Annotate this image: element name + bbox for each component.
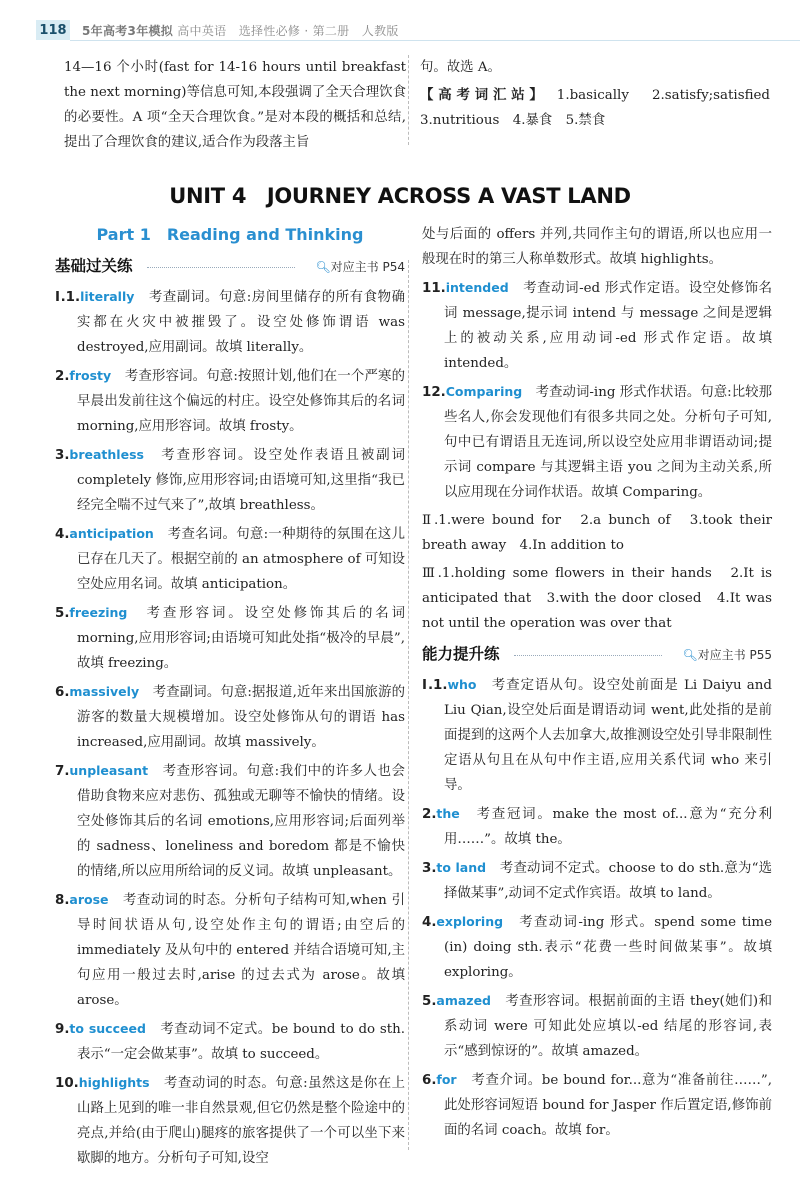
answer-word: highlights	[78, 1075, 150, 1090]
magnifier-icon: 🔍︎	[315, 260, 331, 274]
answer-item	[55, 600, 405, 676]
section-title: 能力提升练	[422, 645, 500, 663]
top-left-paragraph: 14—16 个小时(fast for 14-16 hours until breakfast the next morning)等信息可知,本段强调了全天合理饮食的必要性。A 项“全天合理饮食。”是对本段的概括和总结,提出了合理饮食的建议,适合作为段落主旨	[64, 60, 406, 150]
explanation-text: 考查动词不定式。choose to do sth.意为“选择做某事”,动词不定式作宾语。故填 to land。	[444, 861, 772, 901]
explanation-text: 考查动词-ing 形式。spend some time (in) doing sth.表示“花费一些时间做某事”。故填 exploring。	[444, 915, 772, 980]
item-number: 4.	[422, 915, 437, 930]
right-top-block	[420, 55, 784, 136]
header-rule	[70, 40, 800, 41]
answer-list-right	[422, 275, 772, 505]
answer-item	[422, 909, 772, 985]
answer-item	[422, 801, 772, 852]
dotted-rule	[147, 267, 295, 268]
vocab-station	[420, 83, 784, 133]
explanation-text: 考查动词不定式。be bound to do sth.表示“一定会做某事”。故填 to succeed。	[77, 1022, 406, 1062]
explanation-text: 考查动词的时态。句意:虽然这是你在上山路上见到的唯一非自然景观,但它仍然是整个险途中的亮点,并给(由于爬山)腿疼的旅客提供了一个可以坐下来歇脚的地方。分析句子可知,设空	[77, 1076, 405, 1166]
explanation-text: 考查副词。句意:房间里储存的所有食物确实都在火灾中被摧毁了。设空处修饰谓语 was destroyed,应用副词。故填 literally。	[77, 290, 405, 355]
answer-word: arose	[69, 892, 109, 907]
unit-title: UNIT 4 JOURNEY ACROSS A VAST LAND	[169, 184, 631, 208]
item-number: 5.	[55, 606, 70, 621]
left-main-column	[55, 222, 405, 1174]
explanation-text: 考查形容词。根据前面的主语 they(她们)和系动词 were 可知此处应填以-ed 结尾的形容词,表示“感到惊讶的”。故填 amazed。	[444, 994, 772, 1059]
explanation-text: 考查形容词。设空处作表语且被副词 completely 修饰,应用形容词;由语境可知,这里指“我已经完全喘不过气来了”,故填 breathless。	[77, 448, 405, 513]
item-number: 9.	[55, 1022, 70, 1037]
answer-item	[55, 284, 405, 360]
item-number: 3.	[55, 448, 70, 463]
answer-word: freezing	[69, 605, 128, 620]
section-title: 基础过关练	[55, 257, 133, 275]
answer-word: amazed	[436, 993, 492, 1008]
book-reference	[315, 258, 405, 275]
item-number: 6.	[422, 1073, 437, 1088]
answer-word: intended	[445, 280, 509, 295]
answer-word: who	[447, 677, 477, 692]
continued-paragraph: 处与后面的 offers 并列,共同作主句的谓语,所以也应用一般现在时的第三人称单数形式。故填 highlights。	[422, 227, 772, 267]
right-main-column	[422, 222, 772, 1146]
answer-word: for	[436, 1072, 457, 1087]
item-number: 12.	[422, 385, 446, 400]
answer-item	[422, 379, 772, 505]
explanation-text: 考查冠词。make the most of...意为“充分利用……”。故填 the。	[444, 807, 772, 847]
left-column	[64, 55, 406, 158]
answer-item	[55, 679, 405, 755]
explanation-text: 考查名词。句意:一种期待的氛围在这儿已存在几天了。根据空前的 an atmosphere of 可知设空处应用名词。故填 anticipation。	[77, 527, 405, 592]
item-number: 8.	[55, 893, 70, 908]
answer-item	[422, 855, 772, 906]
vocab-label: 【高考词汇站】	[420, 87, 548, 103]
answer-item	[422, 1067, 772, 1143]
item-number: 2.	[422, 807, 437, 822]
explanation-text: 考查定语从句。设空处前面是 Li Daiyu and Liu Qian,设空处后面是谓语动词 went,此处指的是前面提到的这两个人去加拿大,故推测设空处引导非限制性定语从句且在从句中作主语,应用关系代词 who 来引导。	[444, 678, 772, 793]
answer-item	[55, 1070, 405, 1171]
item-number: 11.	[422, 281, 446, 296]
answer-item	[55, 521, 405, 597]
answer-word: unpleasant	[69, 763, 149, 778]
answer-item	[55, 442, 405, 518]
section-basic	[55, 254, 405, 280]
explanation-text: 考查介词。be bound for...意为“准备前往……”,此处形容词短语 bound for Jasper 作后置定语,修饰前面的名词 coach。故填 for。	[444, 1073, 772, 1138]
section-three-answers: Ⅲ.1.holding some flowers in their hands 2.It is anticipated that 3.with the door closed 4.It was not until the operation was over that	[422, 566, 772, 631]
column-divider-top	[408, 55, 409, 145]
item-number: 6.	[55, 685, 70, 700]
answer-item	[422, 988, 772, 1064]
book-name: 高中英语 选择性必修 · 第二册 人教版	[177, 24, 399, 38]
column-divider	[408, 260, 409, 1150]
answer-item	[55, 363, 405, 439]
vocab-items: 1.basically 2.satisfy;satisfied 3.nutritious 4.暴食 5.禁食	[420, 88, 784, 128]
explanation-text: 考查动词-ed 形式作定语。设空处修饰名词 message,提示词 intend 与 message 之间是逻辑上的被动关系,应用动词-ed 形式作定语。故填 intended。	[444, 281, 772, 371]
answer-list-advanced	[422, 672, 772, 1143]
item-number: 3.	[422, 861, 437, 876]
explanation-text: 考查形容词。句意:按照计划,他们在一个严寒的早晨出发前往这个偏远的村庄。设空处修饰其后的名词 morning,应用形容词。故填 frosty。	[77, 369, 405, 434]
series-name: 5年高考3年模拟	[82, 24, 174, 38]
item-number: 5.	[422, 994, 437, 1009]
answer-word: the	[436, 806, 460, 821]
explanation-text: 考查形容词。设空处修饰其后的名词 morning,应用形容词;由语境可知此处指“极冷的早晨”,故填 freezing。	[77, 606, 405, 671]
page-header	[0, 18, 800, 42]
answer-item	[422, 275, 772, 376]
explanation-text: 考查动词-ing 形式作状语。句意:比较那些名人,你会发现他们有很多共同之处。分析句子可知,句中已有谓语且无连词,所以设空处应用非谓语动词;提示词 compare 与其逻辑主语 you 之间为主动关系,所以应用现在分词作状语。故填 Comparing。	[444, 385, 772, 500]
running-head	[82, 22, 399, 39]
item-number: Ⅰ.1.	[422, 678, 448, 693]
top-right-line: 句。故选 A。	[420, 60, 501, 75]
part-title: Part 1 Reading and Thinking	[96, 225, 364, 244]
answer-word: to succeed	[69, 1021, 146, 1036]
answer-word: Comparing	[445, 384, 523, 399]
answer-item	[422, 672, 772, 798]
answer-item	[55, 1016, 405, 1067]
section-advanced	[422, 642, 772, 668]
magnifier-icon: 🔍︎	[682, 648, 698, 662]
item-number: 7.	[55, 764, 70, 779]
explanation-text: 考查动词的时态。分析句子结构可知,when 引导时间状语从句,设空处作主句的谓语;由空后的 immediately 及从句中的 entered 并结合语境可知,主句应用一般过去时,arise 的过去式为 arose。故填 arose。	[77, 893, 405, 1008]
dotted-rule	[514, 655, 662, 656]
answer-word: breathless	[69, 447, 144, 462]
answer-word: literally	[80, 289, 135, 304]
item-number: Ⅰ.1.	[55, 290, 81, 305]
section-two-answers: Ⅱ.1.were bound for 2.a bunch of 3.took their breath away 4.In addition to	[422, 513, 772, 553]
reference-text: 对应主书 P54	[330, 260, 405, 274]
book-reference	[682, 646, 772, 663]
reference-text: 对应主书 P55	[697, 648, 772, 662]
answer-word: frosty	[69, 368, 112, 383]
answer-item	[55, 758, 405, 884]
item-number: 2.	[55, 369, 70, 384]
answer-list-left	[55, 284, 405, 1171]
answer-item	[55, 887, 405, 1013]
page-number: 118	[36, 20, 70, 40]
item-number: 4.	[55, 527, 70, 542]
item-number: 10.	[55, 1076, 79, 1091]
explanation-text: 考查副词。句意:据报道,近年来出国旅游的游客的数量大规模增加。设空处修饰从句的谓语 has increased,应用副词。故填 massively。	[77, 685, 405, 750]
answer-word: anticipation	[69, 526, 154, 541]
answer-word: exploring	[436, 914, 504, 929]
answer-word: massively	[69, 684, 140, 699]
explanation-text: 考查形容词。句意:我们中的许多人也会借助食物来应对悲伤、孤独或无聊等不愉快的情绪。设空处修饰其后的名词 emotions,应用形容词;后面列举的 sadness、loneliness and boredom 都是不愉快的情绪,所以应用所给词的反义词。故填 unpleasant。	[77, 764, 405, 879]
answer-word: to land	[436, 860, 487, 875]
